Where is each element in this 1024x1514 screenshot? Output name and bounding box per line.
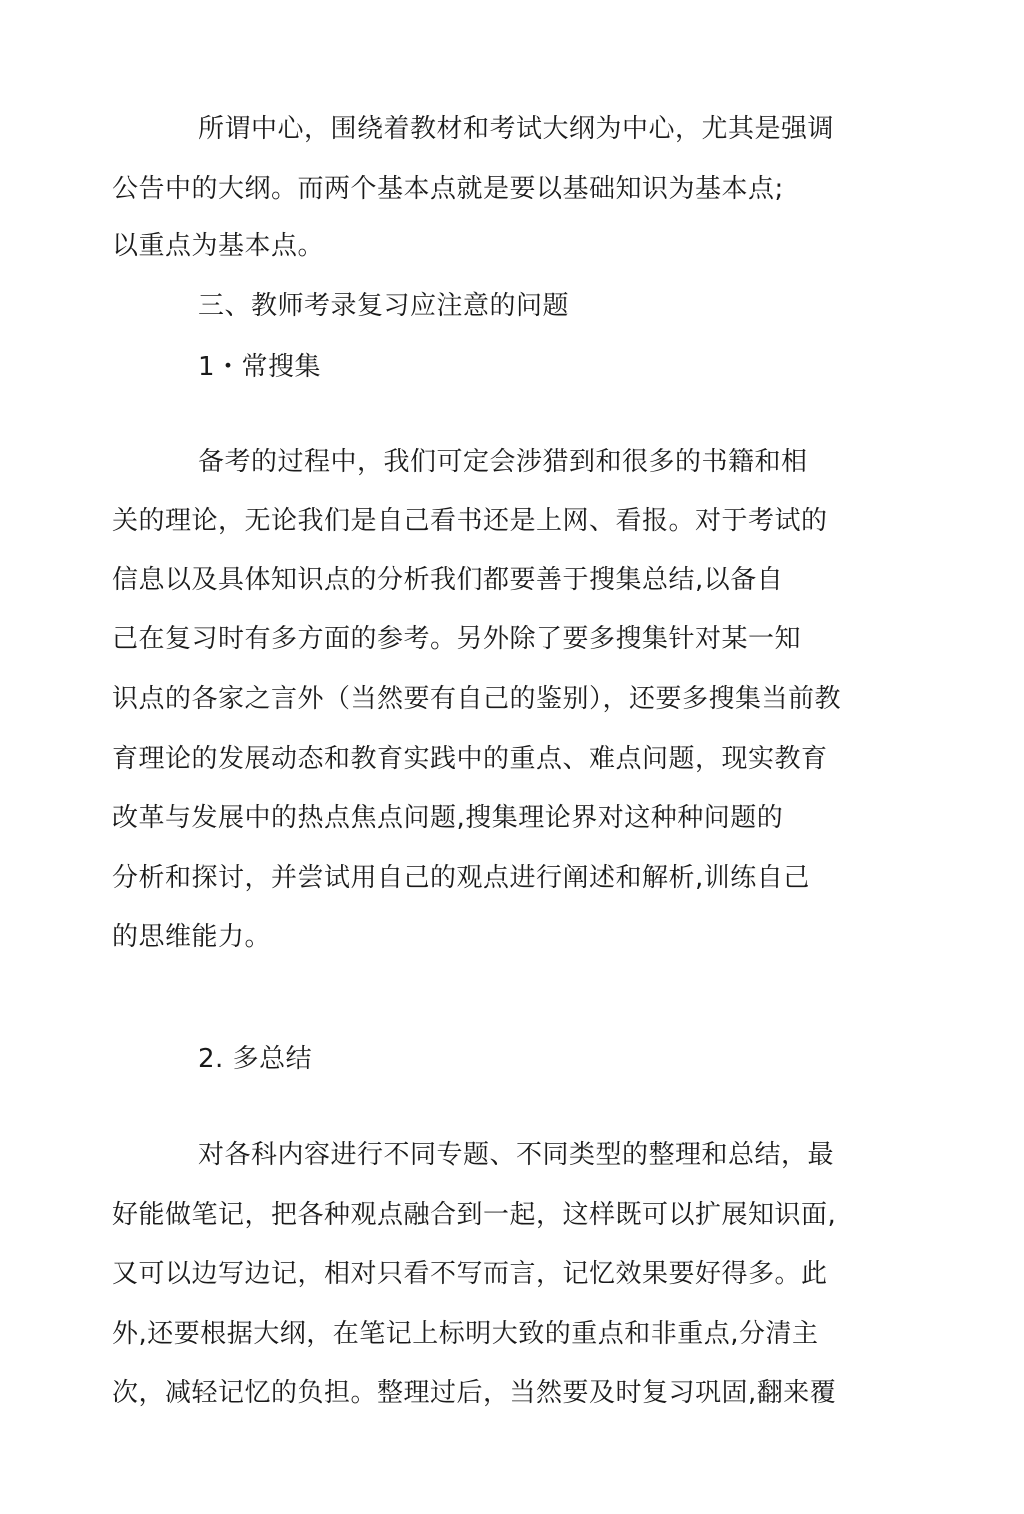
paragraph-line: 以重点为基本点。: [112, 231, 325, 261]
paragraph-line: 次，减轻记忆的负担。整理过后，当然要及时复习巩固,翻来覆: [112, 1378, 837, 1408]
paragraph-line: 育理论的发展动态和教育实践中的重点、难点问题，现实教育: [112, 744, 828, 774]
subsection-heading: 1・常搜集: [198, 352, 322, 382]
paragraph-line: 分析和探讨，并尝试用自己的观点进行阐述和解析,训练自己: [112, 863, 810, 893]
paragraph-line: 的思维能力。: [112, 922, 272, 952]
paragraph-line: 备考的过程中，我们可定会涉猎到和很多的书籍和相: [198, 447, 808, 477]
paragraph-line: 改革与发展中的热点焦点问题,搜集理论界对这种种问题的: [112, 803, 784, 833]
subsection-heading: 2. 多总结: [198, 1044, 313, 1074]
paragraph-line: 外,还要根据大纲，在笔记上标明大致的重点和非重点,分清主: [112, 1319, 819, 1349]
paragraph-line: 己在复习时有多方面的参考。另外除了要多搜集针对某一知: [112, 624, 802, 654]
paragraph-line: 好能做笔记，把各种观点融合到一起，这样既可以扩展知识面,: [112, 1200, 837, 1230]
paragraph-line: 识点的各家之言外（当然要有自己的鉴别），还要多搜集当前教: [112, 684, 842, 714]
section-heading: 三、教师考录复习应注意的问题: [198, 291, 570, 321]
paragraph-line: 对各科内容进行不同专题、不同类型的整理和总结，最: [198, 1140, 835, 1170]
paragraph-line: 关的理论，无论我们是自己看书还是上网、看报。对于考试的: [112, 506, 828, 536]
paragraph-line: 信息以及具体知识点的分析我们都要善于搜集总结,以备自: [112, 565, 784, 595]
paragraph-line: 公告中的大纲。而两个基本点就是要以基础知识为基本点;: [112, 174, 784, 204]
paragraph-line: 所谓中心，围绕着教材和考试大纲为中心，尤其是强调: [198, 114, 835, 144]
paragraph-line: 又可以边写边记，相对只看不写而言，记忆效果要好得多。此: [112, 1259, 828, 1289]
